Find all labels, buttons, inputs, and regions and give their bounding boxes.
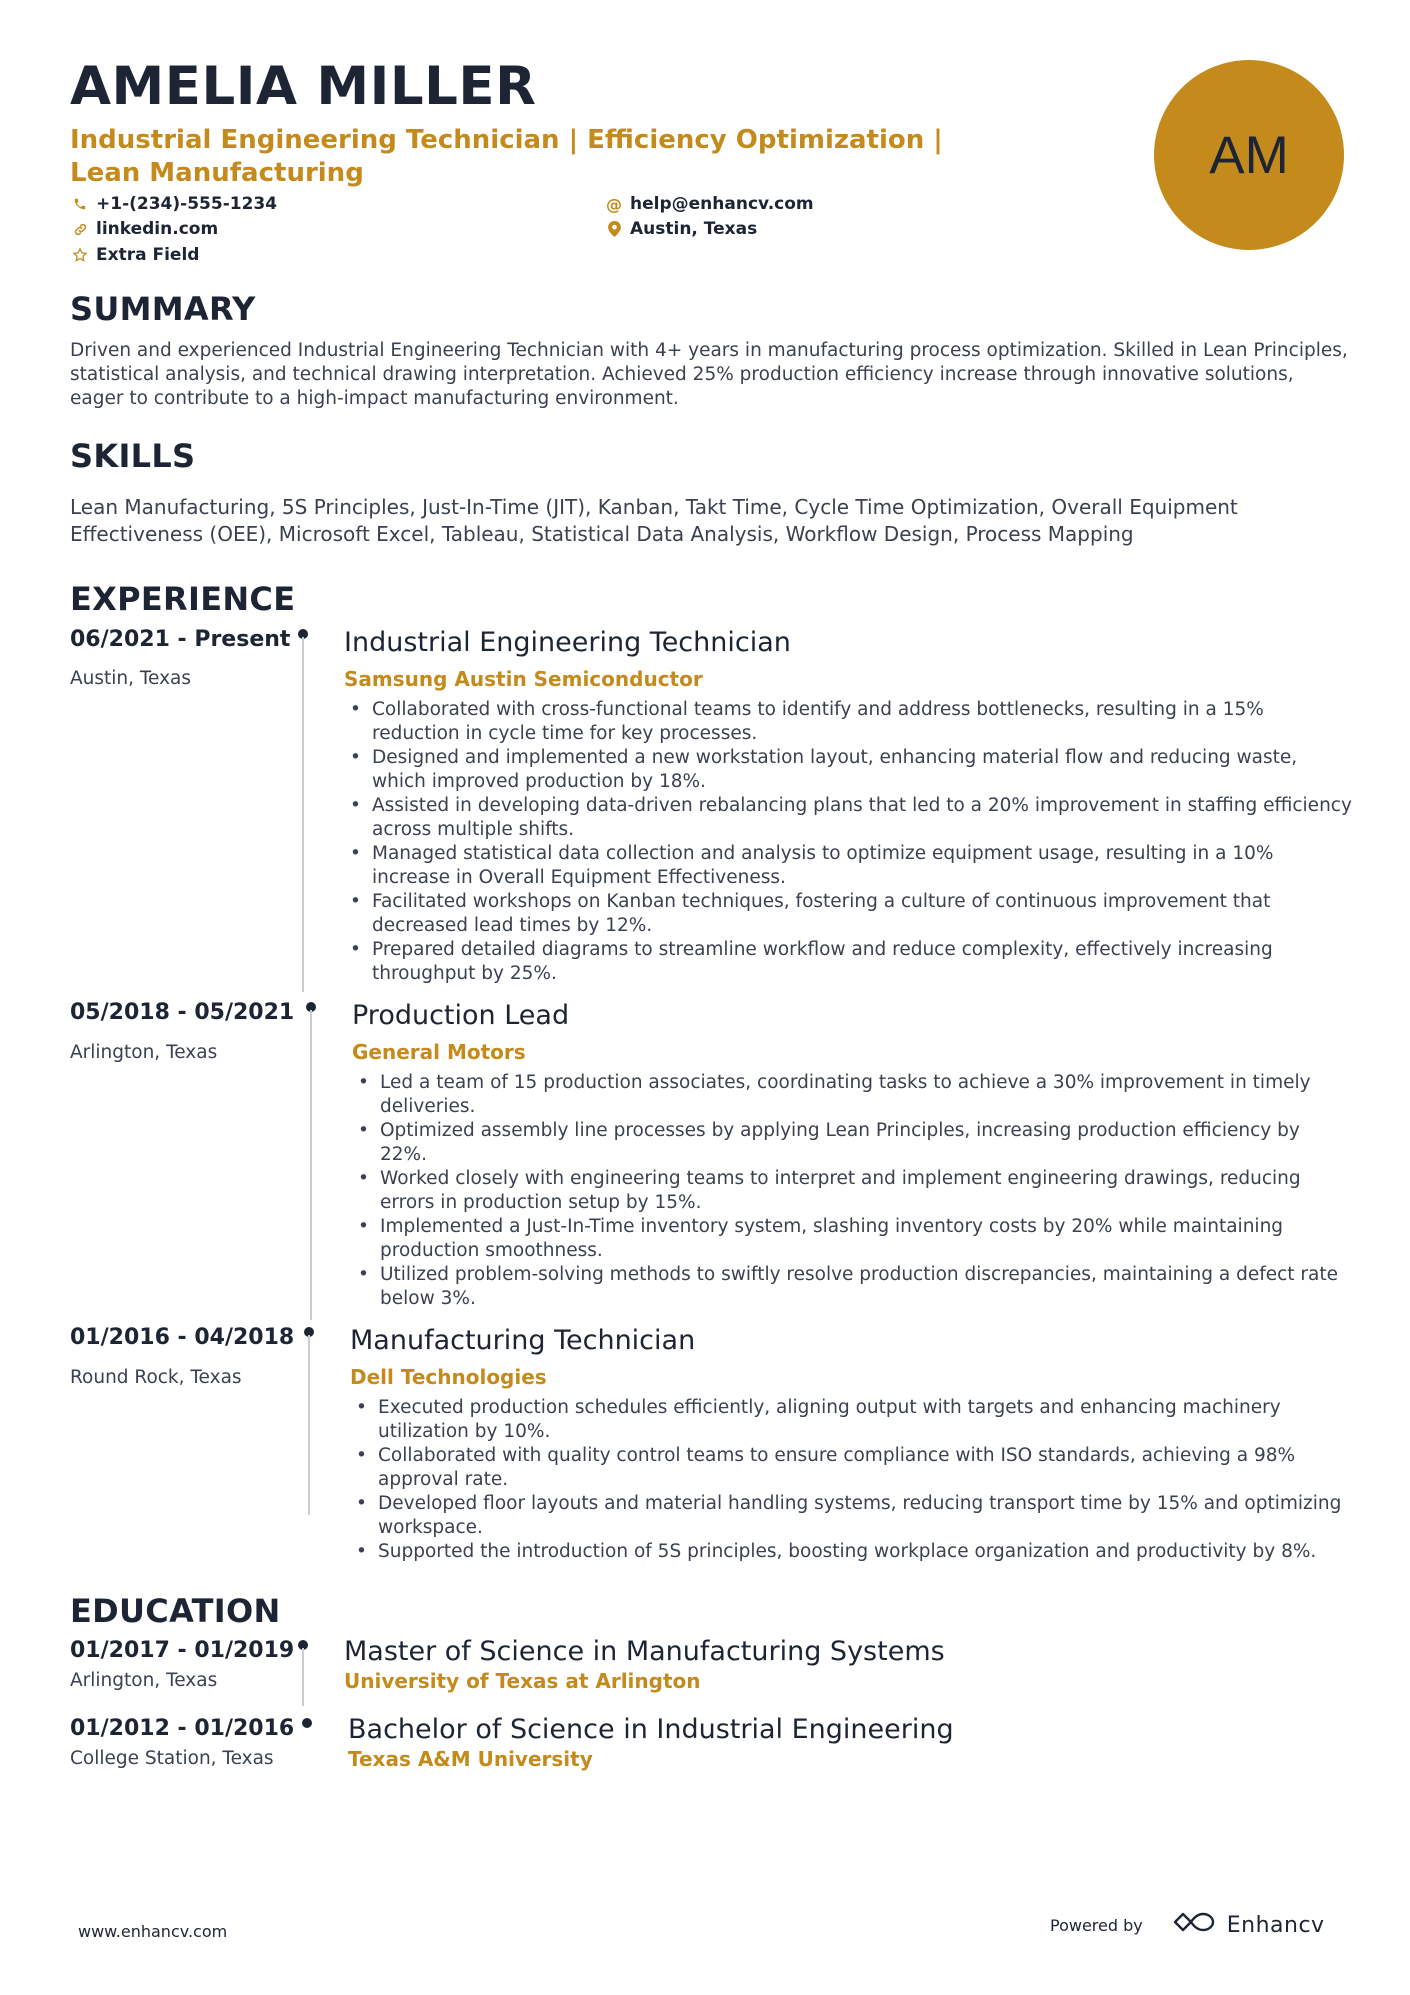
job-dates: 01/2016 - 04/2018 <box>70 1325 295 1350</box>
enhancv-logo-icon <box>1171 1910 1217 1940</box>
link-icon <box>72 221 88 237</box>
edu-location: Arlington, Texas <box>70 1670 218 1691</box>
edu-dates: 01/2012 - 01/2016 <box>70 1716 295 1741</box>
job-title: Production Lead <box>352 1000 570 1031</box>
list-item: • Collaborated with quality control teams to ensure compliance with ISO standards, achieving a 98% approval rate. <box>350 1444 1350 1492</box>
extra-field-text: Extra Field <box>96 245 200 265</box>
enhancv-logo[interactable] <box>1171 1910 1325 1940</box>
job-title: Manufacturing Technician <box>350 1325 696 1356</box>
list-item: • Supported the introduction of 5S principles, boosting workplace organization and productivity by 8%. <box>350 1540 1350 1564</box>
timeline-line <box>302 637 304 992</box>
education-heading: EDUCATION <box>70 1592 281 1630</box>
email-text: help@enhancv.com <box>630 194 814 214</box>
job-company: Dell Technologies <box>350 1365 547 1389</box>
job-bullets <box>350 1396 1350 1564</box>
phone-contact[interactable] <box>72 194 277 214</box>
powered-by-text: Powered by <box>1050 1915 1143 1935</box>
degree-title: Bachelor of Science in Industrial Engineering <box>348 1714 954 1745</box>
avatar <box>1154 60 1344 250</box>
candidate-name: AMELIA MILLER <box>70 56 537 117</box>
job-title: Industrial Engineering Technician <box>344 627 791 658</box>
job-company: General Motors <box>352 1040 526 1064</box>
job-location: Arlington, Texas <box>70 1042 218 1063</box>
timeline-line <box>308 1335 310 1515</box>
degree-title: Master of Science in Manufacturing Systems <box>344 1636 945 1667</box>
summary-text: Driven and experienced Industrial Engineering Technician with 4+ years in manufacturing process optimization. Skilled in Lean Principles, statistical analysis, and technical drawing interpretation. Achieved 25% production efficiency increase through innovative solutions, eager to contribute to a high-impact manufacturing environment. <box>70 340 1348 409</box>
location-pin-icon <box>606 221 622 237</box>
phone-icon <box>72 196 88 212</box>
skills-heading: SKILLS <box>70 437 196 475</box>
school-name: University of Texas at Arlington <box>344 1669 701 1693</box>
job-bullets <box>344 698 1354 986</box>
phone-text: +1-(234)-555-1234 <box>96 194 278 214</box>
email-contact[interactable] <box>606 194 814 214</box>
experience-heading: EXPERIENCE <box>70 580 296 618</box>
summary-heading: SUMMARY <box>70 290 256 328</box>
linkedin-text: linkedin.com <box>96 219 219 239</box>
at-icon: @ <box>606 194 622 214</box>
job-dates: 05/2018 - 05/2021 <box>70 1000 295 1025</box>
location-text: Austin, Texas <box>630 219 758 239</box>
avatar-initials: AM <box>1209 125 1289 185</box>
list-item: • Implemented a Just-In-Time inventory system, slashing inventory costs by 20% while maintaining production smoothness. <box>352 1215 1352 1263</box>
timeline-line <box>310 1010 312 1320</box>
star-icon <box>72 247 88 263</box>
list-item: • Optimized assembly line processes by applying Lean Principles, increasing production efficiency by 22%. <box>352 1119 1352 1167</box>
list-item: • Utilized problem-solving methods to swiftly resolve production discrepancies, maintaining a defect rate below 3%. <box>352 1263 1352 1311</box>
timeline-line <box>302 1648 304 1706</box>
job-dates: 06/2021 - Present <box>70 627 291 652</box>
list-item: • Assisted in developing data-driven rebalancing plans that led to a 20% improvement in staffing efficiency across multiple shifts. <box>344 794 1354 842</box>
extra-field <box>72 245 199 265</box>
edu-dates: 01/2017 - 01/2019 <box>70 1638 295 1663</box>
list-item: • Developed floor layouts and material handling systems, reducing transport time by 15% and optimizing workspace. <box>350 1492 1350 1540</box>
list-item: • Led a team of 15 production associates, coordinating tasks to achieve a 30% improvement in timely deliveries. <box>352 1071 1352 1119</box>
timeline-dot <box>302 1718 312 1728</box>
footer-website[interactable]: www.enhancv.com <box>78 1922 228 1941</box>
list-item: • Managed statistical data collection and analysis to optimize equipment usage, resulting in a 10% increase in Overall Equipment Effectiveness. <box>344 842 1354 890</box>
job-location: Round Rock, Texas <box>70 1367 242 1388</box>
job-bullets <box>352 1071 1352 1311</box>
list-item: • Designed and implemented a new workstation layout, enhancing material flow and reducing waste, which improved production by 18%. <box>344 746 1354 794</box>
location-contact <box>606 219 757 239</box>
enhancv-logo-text: Enhancv <box>1226 1912 1325 1938</box>
list-item: • Worked closely with engineering teams to interpret and implement engineering drawings, reducing errors in production setup by 15%. <box>352 1167 1352 1215</box>
school-name: Texas A&M University <box>348 1747 593 1771</box>
linkedin-contact[interactable] <box>72 219 218 239</box>
list-item: • Prepared detailed diagrams to streamline workflow and reduce complexity, effectively increasing throughput by 25%. <box>344 938 1354 986</box>
candidate-headline: Industrial Engineering Technician | Efficiency Optimization | Lean Manufacturing <box>70 125 943 188</box>
list-item: • Executed production schedules efficiently, aligning output with targets and enhancing machinery utilization by 10%. <box>350 1396 1350 1444</box>
footer-branding <box>1050 1910 1325 1940</box>
list-item: • Facilitated workshops on Kanban techniques, fostering a culture of continuous improvement that decreased lead times by 12%. <box>344 890 1354 938</box>
list-item: • Collaborated with cross-functional teams to identify and address bottlenecks, resulting in a 15% reduction in cycle time for key processes. <box>344 698 1354 746</box>
job-company: Samsung Austin Semiconductor <box>344 667 703 691</box>
job-location: Austin, Texas <box>70 668 192 689</box>
skills-text: Lean Manufacturing, 5S Principles, Just-In-Time (JIT), Kanban, Takt Time, Cycle Time Optimization, Overall Equipment Effectiveness (OEE), Microsoft Excel, Tableau, Statistical Data Analysis, Workflow Design, Process Mapping <box>70 495 1238 546</box>
edu-location: College Station, Texas <box>70 1748 274 1769</box>
